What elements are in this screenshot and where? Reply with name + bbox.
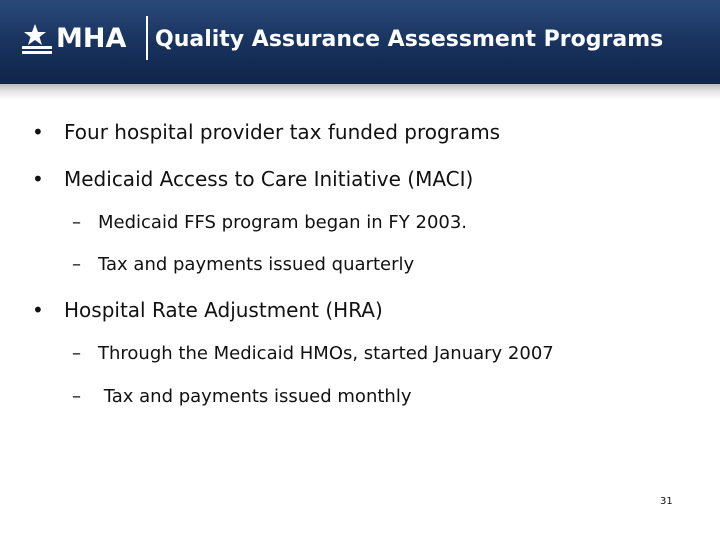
sub-bullet-text: Tax and payments issued monthly	[98, 386, 412, 407]
sub-bullet-text: Medicaid FFS program began in FY 2003.	[98, 212, 468, 233]
sub-bullet-text: Through the Medicaid HMOs, started January 2007	[98, 343, 554, 364]
sub-bullet-marker: –	[72, 386, 81, 407]
bullet-marker: •	[32, 167, 44, 191]
header-divider	[146, 16, 148, 60]
page-number: 31	[660, 496, 673, 507]
bullet-item	[32, 120, 500, 144]
mha-logo	[22, 22, 126, 56]
bullet-marker: •	[32, 298, 44, 322]
sub-bullet-text: Tax and payments issued quarterly	[98, 254, 415, 275]
slide-title: Quality Assurance Assessment Programs	[155, 27, 664, 52]
bullet-text: Four hospital provider tax funded programs	[64, 120, 501, 144]
star-flag-icon	[22, 23, 52, 55]
sub-bullet-marker: –	[72, 343, 81, 364]
sub-bullet-marker: –	[72, 254, 81, 275]
sub-bullet-item	[72, 386, 411, 407]
bullet-item	[32, 167, 473, 191]
bullet-item	[32, 298, 383, 322]
bullet-marker: •	[32, 120, 44, 144]
slide-header	[0, 0, 720, 84]
sub-bullet-item	[72, 343, 554, 364]
bullet-text: Hospital Rate Adjustment (HRA)	[64, 298, 383, 322]
logo-text: MHA	[56, 23, 127, 54]
sub-bullet-item	[72, 254, 414, 275]
sub-bullet-marker: –	[72, 212, 81, 233]
bullet-text: Medicaid Access to Care Initiative (MACI)	[64, 167, 474, 191]
header-shadow	[0, 84, 720, 100]
sub-bullet-item	[72, 212, 467, 233]
